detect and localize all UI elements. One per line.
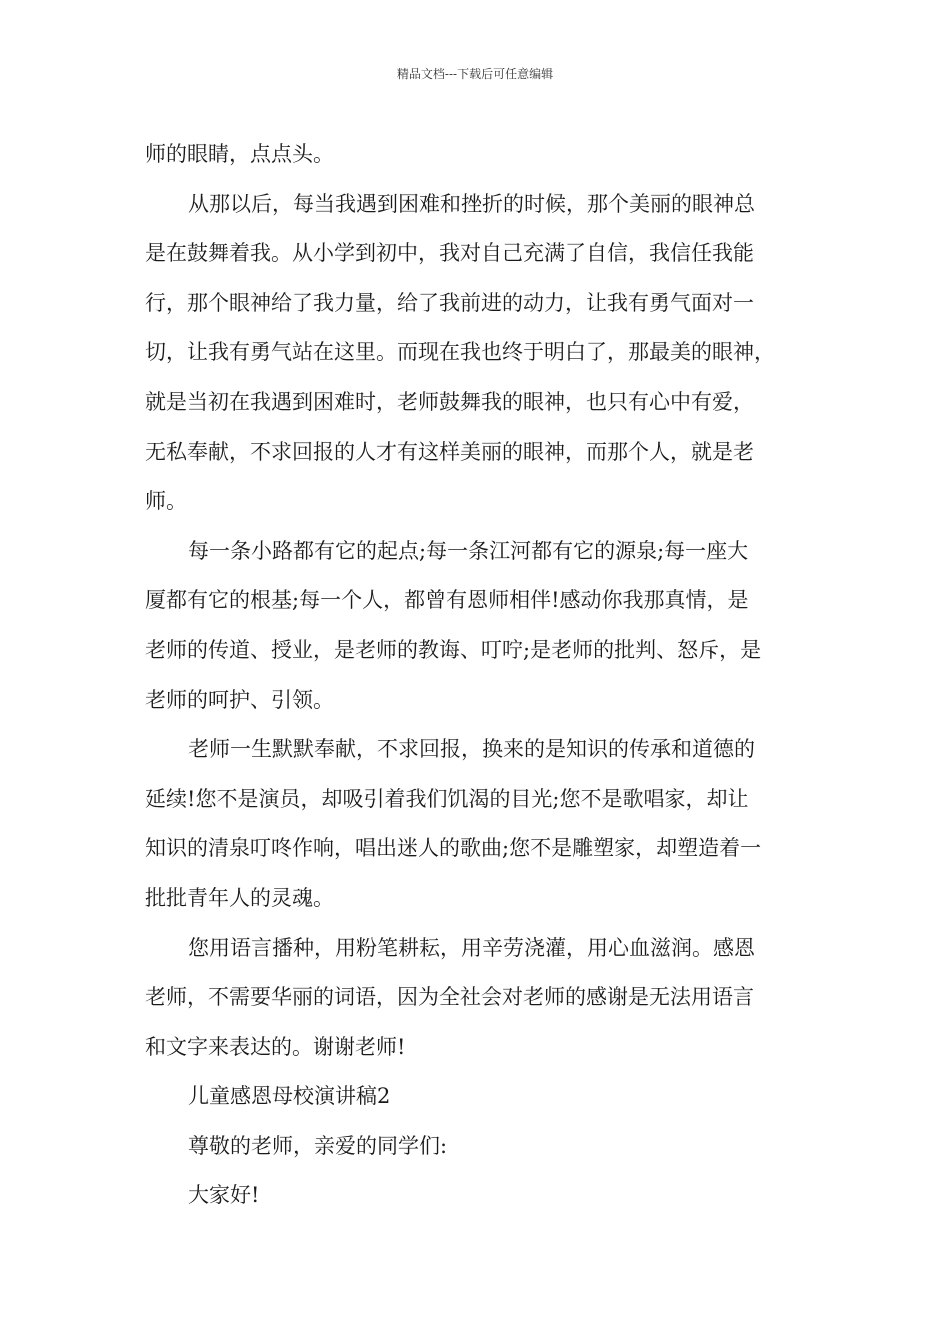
text-line: 儿童感恩母校演讲稿2 <box>188 1084 391 1109</box>
text-line: 大家好! <box>188 1183 260 1208</box>
page-header: 精品文档---下载后可任意编辑 <box>396 67 554 81</box>
text-line: 和文字来表达的。谢谢老师! <box>145 1034 406 1059</box>
text-line: 您用语言播种，用粉笔耕耘，用辛劳浇灌，用心血滋润。感恩 <box>188 935 755 960</box>
text-line: 老师的传道、授业，是老师的教诲、叮咛;是老师的批判、怒斥，是 <box>145 637 762 662</box>
text-line: 老师一生默默奉献，不求回报，换来的是知识的传承和道德的 <box>188 737 755 762</box>
text-line: 延续!您不是演员，却吸引着我们饥渴的目光;您不是歌唱家，却让 <box>145 786 749 811</box>
text-line: 切，让我有勇气站在这里。而现在我也终于明白了，那最美的眼神， <box>145 340 775 365</box>
text-line: 师。 <box>145 489 187 514</box>
document-body <box>145 130 815 1221</box>
text-line: 尊敬的老师，亲爱的同学们: <box>188 1133 448 1158</box>
text-line: 是在鼓舞着我。从小学到初中，我对自己充满了自信，我信任我能 <box>145 241 754 266</box>
text-line: 就是当初在我遇到困难时，老师鼓舞我的眼神，也只有心中有爱， <box>145 389 754 414</box>
text-line: 老师，不需要华丽的词语，因为全社会对老师的感谢是无法用语言 <box>145 985 754 1010</box>
text-line: 无私奉献，不求回报的人才有这样美丽的眼神，而那个人，就是老 <box>145 439 754 464</box>
text-line: 每一条小路都有它的起点;每一条江河都有它的源泉;每一座大 <box>188 538 749 563</box>
text-line: 师的眼睛，点点头。 <box>145 142 334 166</box>
text-line: 厦都有它的根基;每一个人，都曾有恩师相伴!感动你我那真情，是 <box>145 588 749 613</box>
text-line: 从那以后，每当我遇到困难和挫折的时候，那个美丽的眼神总 <box>188 191 755 216</box>
text-line: 批批青年人的灵魂。 <box>145 885 334 910</box>
text-line: 老师的呵护、引领。 <box>145 687 334 712</box>
text-line: 知识的清泉叮咚作响，唱出迷人的歌曲;您不是雕塑家，却塑造着一 <box>145 836 762 861</box>
text-line: 行，那个眼神给了我力量，给了我前进的动力，让我有勇气面对一 <box>145 290 754 315</box>
